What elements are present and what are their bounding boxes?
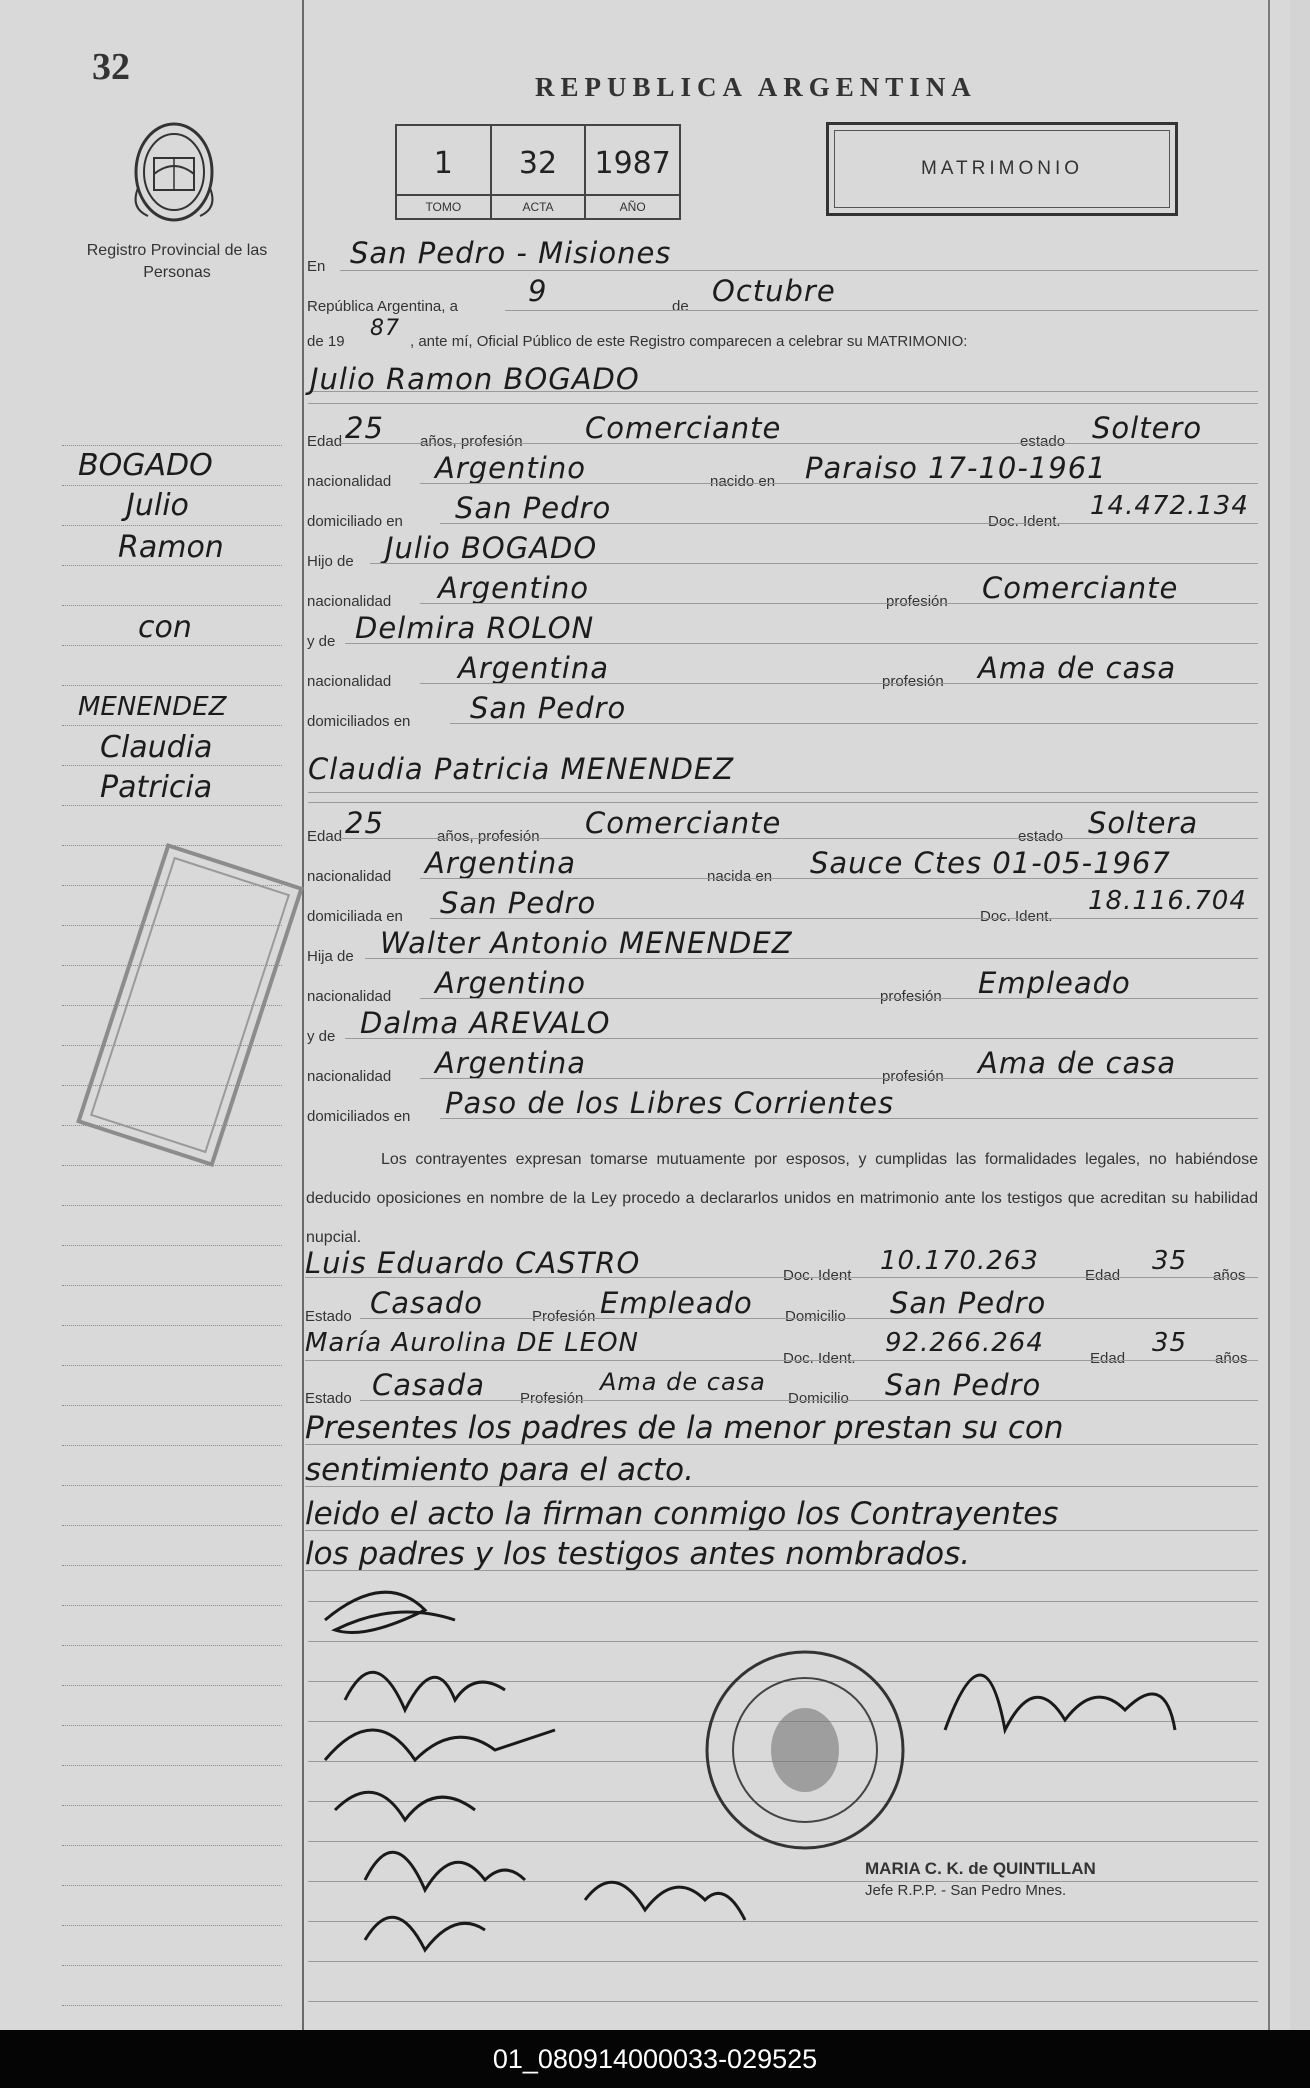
bride-parents-address: Paso de los Libres Corrientes [445,1086,895,1120]
declaration-text: Los contrayentes expresan tomarse mutuamente por esposos, y cumplidas las formalidades legales, no habiéndose deducido oposiciones en nombre de la Ley procedo a declararlos unidos en matrimonio ante los testigos que acreditan su habilidad nupcial. [306,1151,1258,1246]
label-doc-bride: Doc. Ident. [980,908,1053,925]
witness1-status: Casado [370,1286,484,1320]
page-number: 32 [92,46,130,88]
bride-father-profession: Empleado [978,966,1131,1000]
groom-father-nationality: Argentino [438,571,589,605]
groom-age: 25 [345,411,384,445]
acta-label: ACTA [492,194,585,218]
bride-age: 25 [345,806,384,840]
witness2-address: San Pedro [885,1368,1042,1402]
groom-mother-profession: Ama de casa [978,651,1177,685]
groom-profession: Comerciante [585,411,782,445]
bride-profession: Comerciante [585,806,782,840]
witness2-name: María Aurolina DE LEON [305,1328,639,1358]
label-profesion-groom: años, profesión [420,433,523,450]
groom-name: Julio Ramon BOGADO [310,362,640,396]
acta-cell [492,126,587,218]
country-heading: REPUBLICA ARGENTINA [535,72,977,102]
label-domiciliado-groom: domiciliado en [307,513,403,530]
label-domicilio-w2: Domicilio [788,1390,849,1407]
label-profesion-w1: Profesión [532,1308,596,1325]
groom-status: Soltero [1092,411,1203,445]
bride-name: Claudia Patricia MENENDEZ [308,752,735,786]
witness1-profession: Empleado [600,1286,753,1320]
official-stamp [865,1858,1096,1902]
label-edad-groom: Edad [307,433,343,450]
acta-value: 32 [518,146,558,181]
label-estado-bride: estado [1018,828,1064,845]
note-line-1: Presentes los padres de la menor prestan su con [305,1410,1064,1446]
label-anos-w1: años [1213,1267,1246,1284]
margin-firstname-groom: Julio [126,488,189,523]
margin-surname-bride: MENENDEZ [78,692,227,722]
margin-con: con [138,610,192,645]
groom-mother-nationality: Argentina [458,651,609,685]
witness1-age: 35 [1152,1246,1188,1276]
label-hija-de: Hija de [307,948,354,965]
label-nacida-en: nacida en [707,868,773,885]
label-nacido-en: nacido en [710,473,776,490]
label-y-de-bride: y de [307,1028,336,1045]
label-ante-mi: , ante mí, Oficial Público de este Registro comparecen a celebrar su MATRIMONIO: [410,333,968,350]
bride-nationality: Argentina [425,846,576,880]
record-number-box [395,124,681,220]
anio-label: AÑO [586,194,679,218]
label-domiciliada-bride: domiciliada en [307,908,403,925]
witness2-status: Casada [372,1368,486,1402]
label-profesion-gm: profesión [882,673,944,690]
groom-born: Paraiso 17-10-1961 [805,451,1107,485]
witness1-address: San Pedro [890,1286,1047,1320]
law-stamp [75,840,305,1170]
witness2-age: 35 [1152,1328,1188,1358]
groom-parents-address: San Pedro [470,691,627,725]
label-profesion-gf: profesión [886,593,948,610]
note-line-3: leido el acto la firman conmigo los Contrayentes [305,1496,1059,1532]
act-type-box [826,122,1178,216]
label-republica: República Argentina, a [307,298,458,315]
label-hijo-de: Hijo de [307,553,354,570]
month-value: Octubre [712,274,836,308]
label-en: En [307,258,326,275]
bride-father: Walter Antonio MENENDEZ [380,926,793,960]
label-nacionalidad-groom: nacionalidad [307,473,392,490]
label-edad-w1: Edad [1085,1267,1121,1284]
day-value: 9 [528,274,548,308]
bride-born: Sauce Ctes 01-05-1967 [810,846,1171,880]
bride-address: San Pedro [440,886,597,920]
label-edad-w2: Edad [1090,1350,1126,1367]
label-profesion-w2: Profesión [520,1390,584,1407]
label-profesion-bf: profesión [880,988,942,1005]
groom-father: Julio BOGADO [385,531,598,565]
bride-mother-profession: Ama de casa [978,1046,1177,1080]
image-code: 01_080914000033-029525 [492,2044,818,2074]
bride-father-nationality: Argentino [435,966,586,1000]
label-doc-groom: Doc. Ident. [988,513,1061,530]
label-profesion-bm: profesión [882,1068,944,1085]
witness2-profession: Ama de casa [600,1368,766,1396]
label-nacionalidad-gm: nacionalidad [307,673,392,690]
right-edge [1268,0,1270,2030]
bride-mother: Dalma AREVALO [360,1006,611,1040]
note-line-2: sentimiento para el acto. [305,1452,694,1488]
groom-mother: Delmira ROLON [355,611,595,645]
label-nacionalidad-gf: nacionalidad [307,593,392,610]
label-de: de [672,298,689,315]
act-type: MATRIMONIO [834,130,1170,208]
label-doc-w2: Doc. Ident. [783,1350,856,1367]
margin-surname-groom: BOGADO [78,448,213,483]
tomo-cell [397,126,492,218]
tomo-value: 1 [433,146,453,181]
margin-middlename-bride: Patricia [100,770,213,805]
registry-name: Registro Provincial de las Personas [86,242,268,281]
margin-middlename-groom: Ramon [118,530,224,565]
label-estado-w2: Estado [305,1390,352,1407]
groom-father-profession: Comerciante [982,571,1179,605]
label-nacionalidad-bride: nacionalidad [307,868,392,885]
margin-firstname-bride: Claudia [100,730,213,765]
label-nacionalidad-bf: nacionalidad [307,988,392,1005]
label-y-de-groom: y de [307,633,336,650]
bride-doc: 18.116.704 [1088,886,1247,916]
signatures [305,1580,1265,2020]
place-value: San Pedro - Misiones [350,236,672,270]
groom-doc: 14.472.134 [1090,491,1249,521]
note-line-4: los padres y los testigos antes nombrados. [305,1536,971,1572]
label-edad-bride: Edad [307,828,343,845]
anio-cell [586,126,679,218]
witness1-name: Luis Eduardo CASTRO [305,1246,641,1280]
label-nacionalidad-bm: nacionalidad [307,1068,392,1085]
label-doc-w1: Doc. Ident [783,1267,852,1284]
label-domiciliados-groom: domiciliados en [307,713,411,730]
witness2-doc: 92.266.264 [885,1328,1044,1358]
tomo-label: TOMO [397,194,490,218]
witness1-doc: 10.170.263 [880,1246,1039,1276]
label-domiciliados-bride: domiciliados en [307,1108,411,1125]
official-title: Jefe R.P.P. - San Pedro Mnes. [865,1882,1067,1899]
anio-value: 1987 [594,146,671,181]
year-suffix: 87 [370,316,400,341]
label-estado-groom: estado [1020,433,1066,450]
groom-nationality: Argentino [435,451,586,485]
official-name: MARIA C. K. de QUINTILLAN [865,1859,1096,1878]
label-de19: de 19 [307,333,345,350]
provincial-seal [128,118,220,226]
bride-mother-nationality: Argentina [435,1046,586,1080]
label-profesion-bride: años, profesión [437,828,540,845]
label-estado-w1: Estado [305,1308,352,1325]
bride-status: Soltera [1088,806,1199,840]
image-code-bar [0,2030,1310,2088]
groom-address: San Pedro [455,491,612,525]
label-domicilio-w1: Domicilio [785,1308,846,1325]
label-anos-w2: años [1215,1350,1248,1367]
